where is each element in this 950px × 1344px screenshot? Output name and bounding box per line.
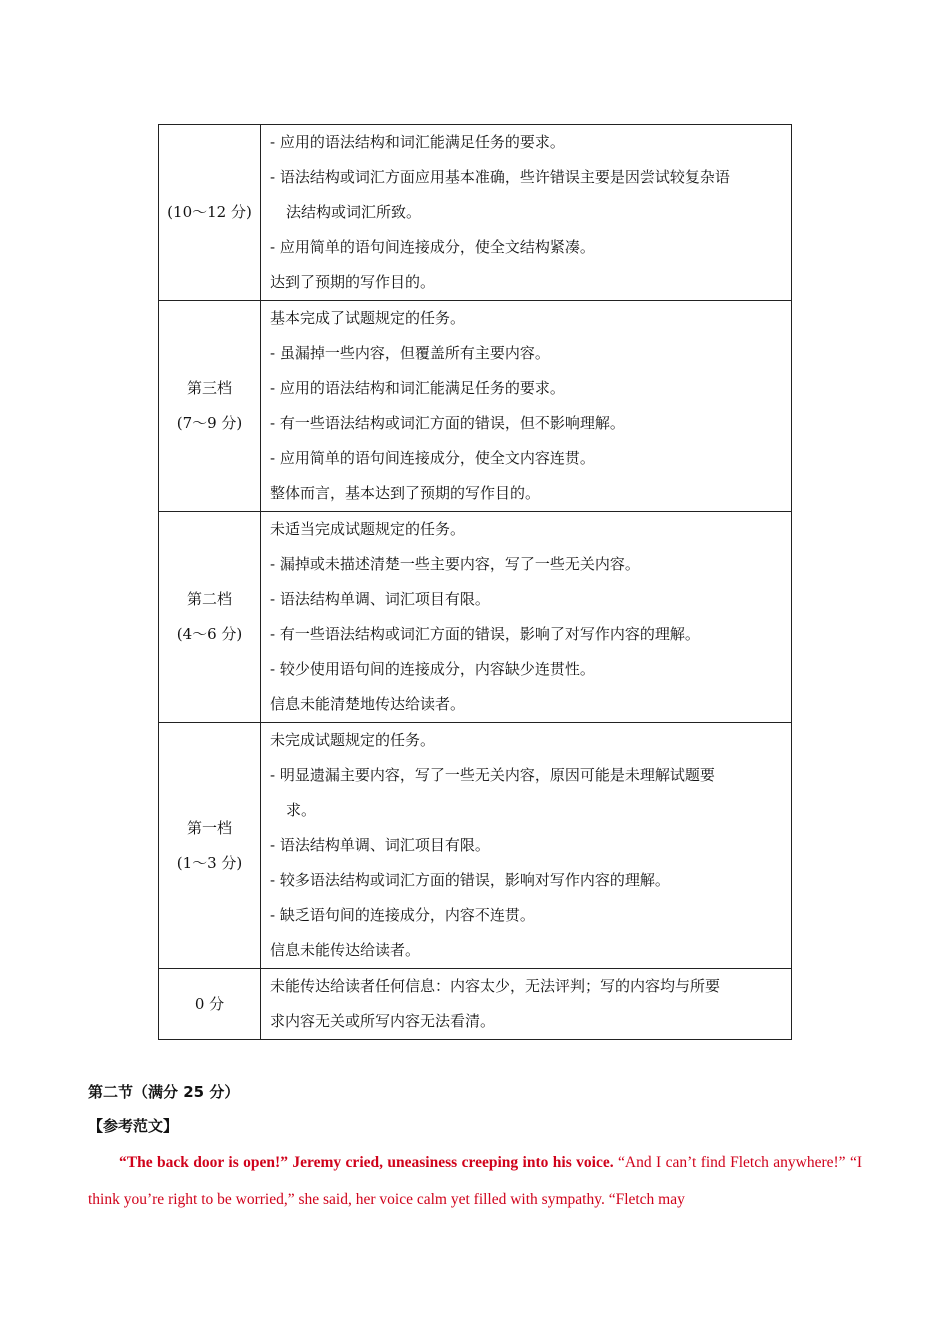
rubric-criterion-line: - 漏掉或未描述清楚一些主要内容，写了一些无关内容。 <box>270 555 640 573</box>
rubric-row <box>159 969 792 1040</box>
rubric-criterion-line: - 语法结构或词汇方面应用基本准确，些许错误主要是因尝试较复杂语 <box>270 168 730 186</box>
rubric-criterion-line: 未完成试题规定的任务。 <box>270 731 436 749</box>
rubric-level-label: 0 分 <box>194 994 225 1013</box>
rubric-level-label: 第二档 <box>186 590 232 608</box>
rubric-criterion-line: - 语法结构单调、词汇项目有限。 <box>270 836 490 854</box>
section-title: 第二节（满分 25 分） <box>88 1083 240 1101</box>
rubric-criterion-line: - 明显遗漏主要内容，写了一些无关内容，原因可能是未理解试题要 <box>270 766 715 784</box>
reference-essay-text <box>88 1144 862 1218</box>
rubric-level-label: 第三档 <box>186 379 232 397</box>
rubric-description-cell <box>261 723 792 969</box>
rubric-criterion-line: 求内容无关或所写内容无法看清。 <box>270 1012 496 1030</box>
rubric-level-label: 第一档 <box>186 818 232 837</box>
rubric-criterion-line: - 较多语法结构或词汇方面的错误，影响对写作内容的理解。 <box>270 871 670 889</box>
rubric-body <box>159 125 792 1040</box>
rubric-level-cell <box>159 512 261 723</box>
rubric-criterion-line: 整体而言，基本达到了预期的写作目的。 <box>270 484 541 502</box>
rubric-row <box>159 301 792 512</box>
rubric-criterion-line: - 有一些语法结构或词汇方面的错误，但不影响理解。 <box>270 414 625 432</box>
rubric-criterion-line: - 应用简单的语句间连接成分，使全文内容连贯。 <box>270 449 595 467</box>
rubric-level-cell <box>159 125 261 301</box>
rubric-level-cell <box>159 301 261 512</box>
rubric-row <box>159 125 792 301</box>
rubric-criterion-line: - 语法结构单调、词汇项目有限。 <box>270 590 490 608</box>
rubric-criterion-line: - 应用的语法结构和词汇能满足任务的要求。 <box>270 133 565 151</box>
rubric-criterion-line: 信息未能清楚地传达给读者。 <box>270 695 466 713</box>
rubric-description-cell <box>261 969 792 1040</box>
rubric-criterion-line: - 缺乏语句间的连接成分，内容不连贯。 <box>270 906 535 924</box>
rubric-level-cell <box>159 969 261 1040</box>
rubric-level-label: (1～3 分) <box>176 853 243 872</box>
rubric-criterion-line: 未适当完成试题规定的任务。 <box>270 520 466 538</box>
rubric-description-cell <box>261 125 792 301</box>
reference-essay-heading: 【参考范文】 <box>88 1117 179 1135</box>
rubric-row <box>159 512 792 723</box>
essay-body: “And I can’t find Fletch anywhere!” “I think you’re right to be worried,” she said, her voice calm yet filled with sympathy. “Fletch may <box>88 1154 862 1208</box>
scoring-rubric-table <box>158 124 792 1040</box>
rubric-criterion-line: - 虽漏掉一些内容，但覆盖所有主要内容。 <box>270 344 550 362</box>
rubric-criterion-line: 基本完成了试题规定的任务。 <box>270 309 466 327</box>
rubric-description-cell <box>261 301 792 512</box>
rubric-level-label: (7～9 分) <box>176 414 243 432</box>
rubric-criterion-line: - 有一些语法结构或词汇方面的错误，影响了对写作内容的理解。 <box>270 625 700 643</box>
rubric-level-cell <box>159 723 261 969</box>
rubric-row <box>159 723 792 969</box>
rubric-criterion-line: - 应用的语法结构和词汇能满足任务的要求。 <box>270 379 565 397</box>
rubric-criterion-line: 信息未能传达给读者。 <box>270 941 421 959</box>
rubric-description-cell <box>261 512 792 723</box>
rubric-criterion-line: 求。 <box>286 801 317 819</box>
rubric-criterion-line: 未能传达给读者任何信息：内容太少，无法评判；写的内容均与所要 <box>270 977 721 995</box>
rubric-level-label: (10～12 分) <box>167 203 252 221</box>
essay-bold-opening: “The back door is open!” Jeremy cried, uneasiness creeping into his voice. <box>119 1154 614 1171</box>
rubric-criterion-line: - 应用简单的语句间连接成分，使全文结构紧凑。 <box>270 238 595 256</box>
rubric-criterion-line: 法结构或词汇所致。 <box>286 203 422 221</box>
rubric-level-label: (4～6 分) <box>176 625 243 643</box>
rubric-criterion-line: 达到了预期的写作目的。 <box>270 273 436 291</box>
rubric-criterion-line: - 较少使用语句间的连接成分，内容缺少连贯性。 <box>270 660 595 678</box>
